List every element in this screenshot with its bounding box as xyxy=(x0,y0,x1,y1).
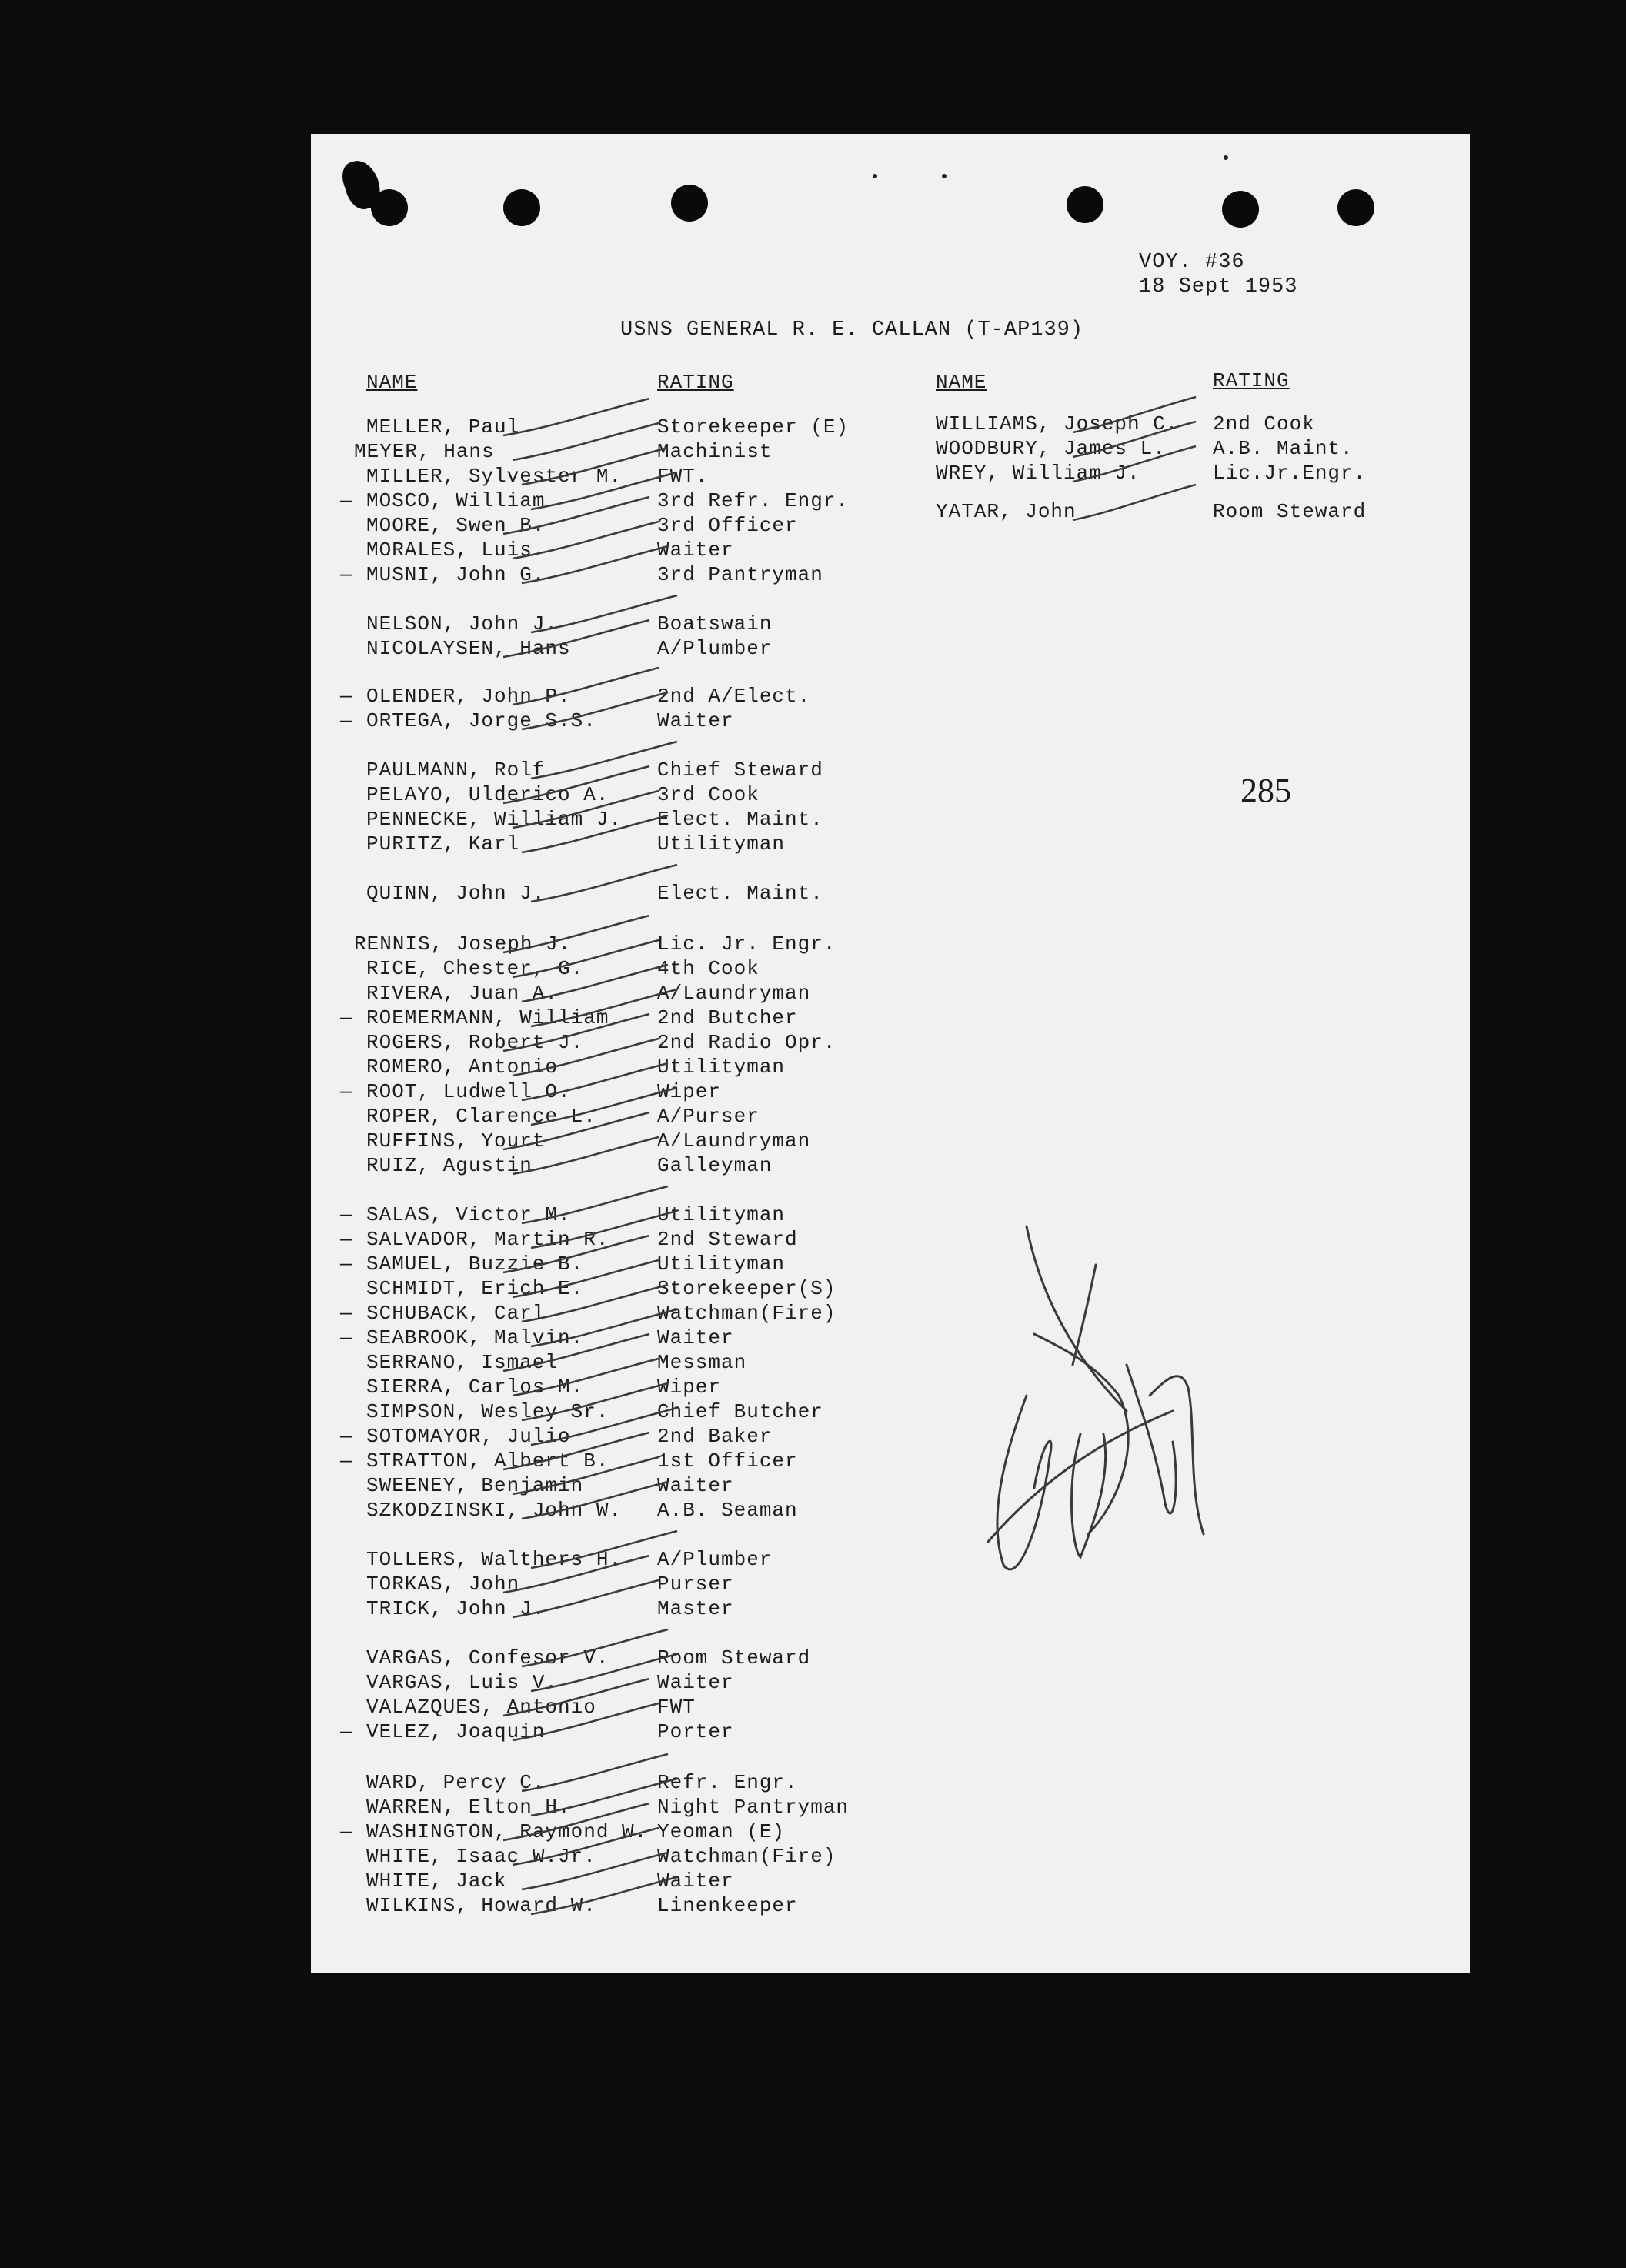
strike-dash: — xyxy=(340,1006,353,1029)
crew-name: QUINN, John J. xyxy=(366,882,546,905)
crew-rating: Waiter xyxy=(657,1326,734,1349)
crew-name: MELLER, Paul xyxy=(366,415,520,439)
crew-rating: 2nd Radio Opr. xyxy=(657,1031,836,1054)
strike-dash: — xyxy=(340,1820,353,1843)
crew-name: WREY, William J. xyxy=(936,462,1140,485)
crew-rating: Galleyman xyxy=(657,1154,773,1177)
crew-rating: 3rd Pantryman xyxy=(657,563,823,586)
crew-name: RICE, Chester, G. xyxy=(366,957,584,980)
crew-name: MILLER, Sylvester M. xyxy=(366,465,623,488)
crew-name: SZKODZINSKI, John W. xyxy=(366,1499,623,1522)
crew-rating: A/Laundryman xyxy=(657,982,811,1005)
crew-rating: Wiper xyxy=(657,1376,722,1399)
crew-name: SIERRA, Carlos M. xyxy=(366,1376,584,1399)
crew-rating: Boatswain xyxy=(657,612,773,635)
crew-name: OLENDER, John P. xyxy=(366,685,571,708)
crew-rating: Storekeeper (E) xyxy=(657,415,850,439)
name-header-right: NAME xyxy=(936,371,987,394)
strike-dash: — xyxy=(340,1425,353,1448)
crew-name: NICOLAYSEN, Hans xyxy=(366,637,571,660)
crew-name: SIMPSON, Wesley Sr. xyxy=(366,1400,609,1423)
crew-name: VARGAS, Luis V. xyxy=(366,1671,559,1694)
rating-header-right: RATING xyxy=(1213,369,1290,392)
crew-name: MUSNI, John G. xyxy=(366,563,546,586)
crew-rating: A/Plumber xyxy=(657,1548,773,1571)
crew-rating: FWT. xyxy=(657,465,709,488)
strike-dash: — xyxy=(340,1720,353,1743)
crew-name: RENNIS, Joseph J. xyxy=(354,932,572,956)
crew-rating: Waiter xyxy=(657,539,734,562)
crew-rating: Waiter xyxy=(657,1869,734,1893)
crew-rating: Porter xyxy=(657,1720,734,1743)
crew-name: ROOT, Ludwell O. xyxy=(366,1080,571,1103)
strike-dash: — xyxy=(340,563,353,586)
crew-rating: 4th Cook xyxy=(657,957,760,980)
crew-rating: 3rd Cook xyxy=(657,783,760,806)
crew-rating: Room Steward xyxy=(1213,500,1367,523)
crew-name: NELSON, John J. xyxy=(366,612,559,635)
crew-name: TRICK, John J. xyxy=(366,1597,546,1620)
crew-name: ORTEGA, Jorge S.S. xyxy=(366,709,596,732)
crew-rating: Machinist xyxy=(657,440,773,463)
crew-rating: Yeoman (E) xyxy=(657,1820,786,1843)
crew-name: YATAR, John xyxy=(936,500,1077,523)
strike-dash: — xyxy=(340,1080,353,1103)
handwritten-signature xyxy=(311,134,1470,1973)
crew-name: MOSCO, William xyxy=(366,489,546,512)
crew-rating: Messman xyxy=(657,1351,747,1374)
crew-rating: A/Laundryman xyxy=(657,1129,811,1152)
crew-name: PENNECKE, William J. xyxy=(366,808,623,831)
crew-rating: A/Purser xyxy=(657,1105,760,1128)
crew-name: ROMERO, Antonio xyxy=(366,1056,559,1079)
crew-name: VARGAS, Confesor V. xyxy=(366,1646,609,1669)
crew-name: MEYER, Hans xyxy=(354,440,495,463)
strike-dash: — xyxy=(340,1252,353,1276)
crew-rating: 2nd A/Elect. xyxy=(657,685,811,708)
strike-dash: — xyxy=(340,489,353,512)
strike-dash: — xyxy=(340,709,353,732)
crew-rating: Utilityman xyxy=(657,832,786,856)
ship-title: USNS GENERAL R. E. CALLAN (T-AP139) xyxy=(620,319,1084,342)
crew-name: ROGERS, Robert J. xyxy=(366,1031,584,1054)
crew-rating: Elect. Maint. xyxy=(657,882,823,905)
crew-rating: Linenkeeper xyxy=(657,1894,798,1917)
crew-rating: Storekeeper(S) xyxy=(657,1277,836,1300)
strike-dash: — xyxy=(340,1449,353,1473)
crew-rating: Night Pantryman xyxy=(657,1796,850,1819)
crew-rating: 1st Officer xyxy=(657,1449,798,1473)
crew-rating: A/Plumber xyxy=(657,637,773,660)
crew-rating: Chief Steward xyxy=(657,759,823,782)
crew-name: VALAZQUES, Antonio xyxy=(366,1696,596,1719)
crew-name: SAMUEL, Buzzie B. xyxy=(366,1252,584,1276)
crew-name: SCHMIDT, Erich E. xyxy=(366,1277,584,1300)
crew-rating: Utilityman xyxy=(657,1252,786,1276)
crew-name: PAULMANN, Rolf xyxy=(366,759,546,782)
voyage-number: VOY. #36 xyxy=(1139,251,1245,274)
crew-rating: Purser xyxy=(657,1573,734,1596)
crew-name: MORALES, Luis xyxy=(366,539,533,562)
crew-rating: Room Steward xyxy=(657,1646,811,1669)
crew-rating: Watchman(Fire) xyxy=(657,1302,836,1325)
crew-rating: Utilityman xyxy=(657,1203,786,1226)
crew-name: PURITZ, Karl xyxy=(366,832,520,856)
crew-name: TORKAS, John xyxy=(366,1573,520,1596)
crew-rating: Refr. Engr. xyxy=(657,1771,798,1794)
crew-rating: 3rd Officer xyxy=(657,514,798,537)
strike-dash: — xyxy=(340,1228,353,1251)
crew-name: WOODBURY, James L. xyxy=(936,437,1166,460)
crew-name: WILKINS, Howard W. xyxy=(366,1894,596,1917)
strike-dash: — xyxy=(340,685,353,708)
rating-header: RATING xyxy=(657,371,734,394)
strike-dash: — xyxy=(340,1203,353,1226)
crew-name: RUIZ, Agustin xyxy=(366,1154,533,1177)
crew-rating: Elect. Maint. xyxy=(657,808,823,831)
page-number: 285 xyxy=(1240,772,1291,809)
strike-dash: — xyxy=(340,1302,353,1325)
crew-name: ROEMERMANN, William xyxy=(366,1006,609,1029)
crew-rating: Utilityman xyxy=(657,1056,786,1079)
crew-name: WHITE, Jack xyxy=(366,1869,507,1893)
crew-rating: FWT xyxy=(657,1696,696,1719)
crew-rating: Lic. Jr. Engr. xyxy=(657,932,836,956)
crew-name: SERRANO, Ismael xyxy=(366,1351,559,1374)
crew-rating: 2nd Butcher xyxy=(657,1006,798,1029)
crew-name: SEABROOK, Malvin. xyxy=(366,1326,584,1349)
crew-name: STRATTON, Albert B. xyxy=(366,1449,609,1473)
crew-rating: Master xyxy=(657,1597,734,1620)
document-date: 18 Sept 1953 xyxy=(1139,275,1298,299)
crew-name: SCHUBACK, Carl xyxy=(366,1302,546,1325)
crew-name: WARREN, Elton H. xyxy=(366,1796,571,1819)
crew-name: TOLLERS, Walthers H. xyxy=(366,1548,623,1571)
crew-rating: Waiter xyxy=(657,709,734,732)
crew-name: WILLIAMS, Joseph C. xyxy=(936,412,1179,435)
crew-name: SWEENEY, Benjamin xyxy=(366,1474,584,1497)
crew-rating: Waiter xyxy=(657,1474,734,1497)
crew-name: PELAYO, Ulderico A. xyxy=(366,783,609,806)
name-header: NAME xyxy=(366,371,418,394)
crew-rating: Wiper xyxy=(657,1080,722,1103)
crew-rating: A.B. Seaman xyxy=(657,1499,798,1522)
crew-name: RIVERA, Juan A. xyxy=(366,982,559,1005)
crew-name: SALVADOR, Martin R. xyxy=(366,1228,609,1251)
crew-rating: Waiter xyxy=(657,1671,734,1694)
crew-rating: 2nd Baker xyxy=(657,1425,773,1448)
crew-name: SOTOMAYOR, Julio xyxy=(366,1425,571,1448)
crew-rating: Chief Butcher xyxy=(657,1400,823,1423)
crew-name: WASHINGTON, Raymond W. xyxy=(366,1820,648,1843)
document-page xyxy=(311,134,1470,1973)
crew-name: RUFFINS, Yourt xyxy=(366,1129,546,1152)
crew-rating: Watchman(Fire) xyxy=(657,1845,836,1868)
crew-name: WARD, Percy C. xyxy=(366,1771,546,1794)
crew-rating: A.B. Maint. xyxy=(1213,437,1354,460)
strike-dash: — xyxy=(340,1326,353,1349)
crew-name: ROPER, Clarence L. xyxy=(366,1105,596,1128)
crew-rating: 2nd Steward xyxy=(657,1228,798,1251)
crew-name: VELEZ, Joaquin xyxy=(366,1720,546,1743)
crew-name: MOORE, Swen B. xyxy=(366,514,546,537)
crew-name: SALAS, Victor M. xyxy=(366,1203,571,1226)
crew-rating: 2nd Cook xyxy=(1213,412,1315,435)
crew-rating: 3rd Refr. Engr. xyxy=(657,489,850,512)
crew-rating: Lic.Jr.Engr. xyxy=(1213,462,1367,485)
crew-name: WHITE, Isaac W.Jr. xyxy=(366,1845,596,1868)
